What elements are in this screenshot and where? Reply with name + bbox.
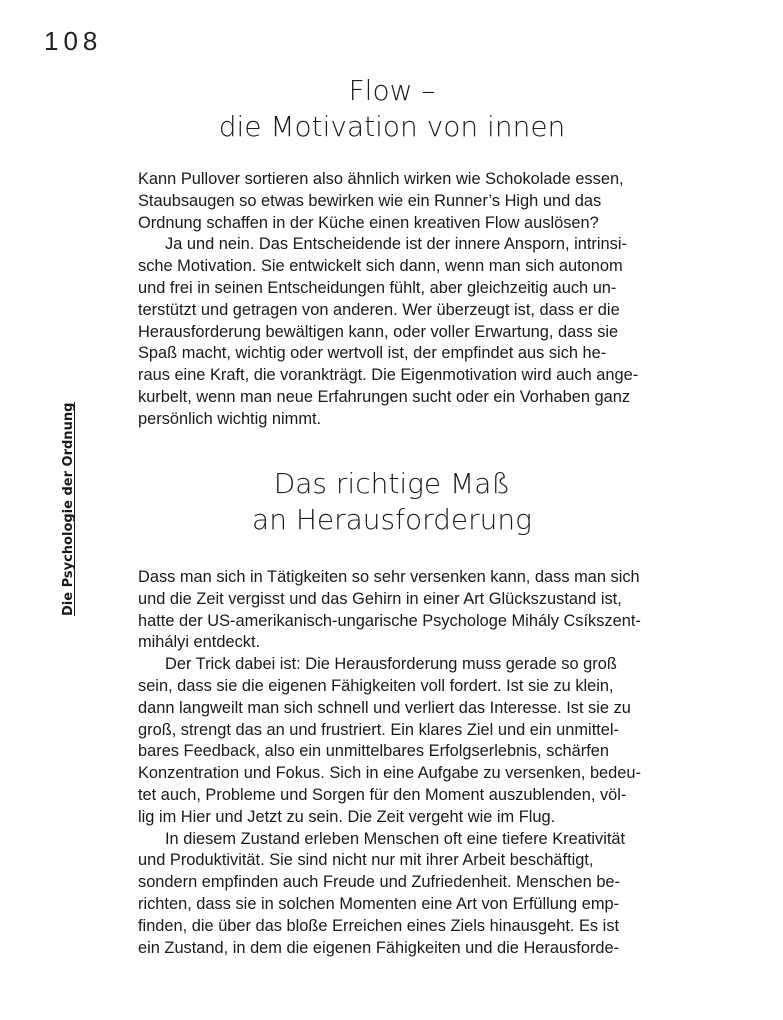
heading-line: die Motivation von innen	[218, 110, 566, 143]
text-line: Ordnung schaffen in der Küche einen kreativen Flow auslösen?	[138, 213, 599, 232]
text-line: sein, dass sie die eigenen Fähigkeiten voll fordert. Ist sie zu klein,	[138, 676, 614, 695]
text-line: und frei in seinen Entscheidungen fühlt, aber gleichzeitig auch un-	[138, 278, 617, 297]
body-text-section-1	[138, 169, 658, 431]
text-line: hatte der US-amerikanisch-ungarische Psychologe Mihály Csíkszent-	[138, 611, 641, 630]
running-head: Die Psychologie der Ordnung	[61, 402, 76, 616]
heading-line: an Herausforderung	[252, 503, 532, 536]
text-line: und Produktivität. Sie sind nicht nur mit ihrer Arbeit beschäftigt,	[138, 851, 594, 870]
text-line: Spaß macht, wichtig oder wertvoll ist, der empfindet aus sich he-	[138, 344, 607, 363]
text-line: sondern empfinden auch Freude und Zufriedenheit. Menschen be-	[138, 873, 621, 892]
text-line: richten, dass sie in solchen Momenten eine Art von Erfüllung emp-	[138, 894, 620, 913]
text-line: persönlich wichtig nimmt.	[138, 409, 322, 428]
heading-line: Das richtige Maß	[273, 467, 511, 500]
text-line: Staubsaugen so etwas bewirken wie ein Runner’s High und das	[138, 191, 602, 210]
text-line: Konzentration und Fokus. Sich in eine Aufgabe zu versenken, bedeu-	[138, 764, 641, 783]
text-line: lig im Hier und Jetzt zu sein. Die Zeit vergeht wie im Flug.	[138, 807, 556, 826]
paragraph-first-line: Ja und nein. Das Entscheidende ist der innere Ansporn, intrinsi-	[165, 235, 627, 254]
text-line: kurbelt, wenn man neue Erfahrungen sucht oder ein Vorhaben ganz	[138, 387, 631, 406]
text-line: Kann Pullover sortieren also ähnlich wirken wie Schokolade essen,	[138, 170, 624, 188]
text-line: raus eine Kraft, die vorankträgt. Die Eigenmotivation wird auch ange-	[138, 366, 639, 385]
text-line: bares Feedback, also ein unmittelbares Erfolgserlebnis, schärfen	[138, 742, 610, 761]
paragraph-first-line: Der Trick dabei ist: Die Herausforderung muss gerade so groß	[165, 655, 617, 674]
text-line: Herausforderung bewältigen kann, oder voller Erwartung, dass sie	[138, 322, 619, 341]
text-line: Dass man sich in Tätigkeiten so sehr versenken kann, dass man sich	[138, 568, 640, 586]
text-line: dann langweilt man sich schnell und verliert das Interesse. Ist sie zu	[138, 698, 631, 717]
body-text-section-2	[138, 567, 658, 959]
text-line: finden, die über das bloße Erreichen eines Ziels hinausgeht. Es ist	[138, 916, 620, 935]
text-line: terstützt und getragen von anderen. Wer überzeugt ist, dass er die	[138, 300, 620, 319]
paragraph-first-line: In diesem Zustand erleben Menschen oft eine tiefere Kreativität	[165, 829, 626, 848]
text-line: groß, strengt das an und frustriert. Ein klares Ziel und ein unmittel-	[138, 720, 620, 739]
text-line: und die Zeit vergisst und das Gehirn in einer Art Glückszustand ist,	[138, 589, 622, 608]
section-heading-flow	[138, 73, 646, 145]
section-heading-mass	[138, 466, 646, 538]
heading-line: Flow –	[348, 74, 436, 107]
text-line: sche Motivation. Sie entwickelt sich dann, wenn man sich autonom	[138, 257, 623, 276]
text-line: tet auch, Probleme und Sorgen für den Moment auszublenden, völ-	[138, 785, 627, 804]
page-number: 108	[44, 26, 103, 56]
text-line: ein Zustand, in dem die eigenen Fähigkeiten und die Herausforde-	[138, 938, 620, 957]
text-line: mihályi entdeckt.	[138, 633, 261, 652]
